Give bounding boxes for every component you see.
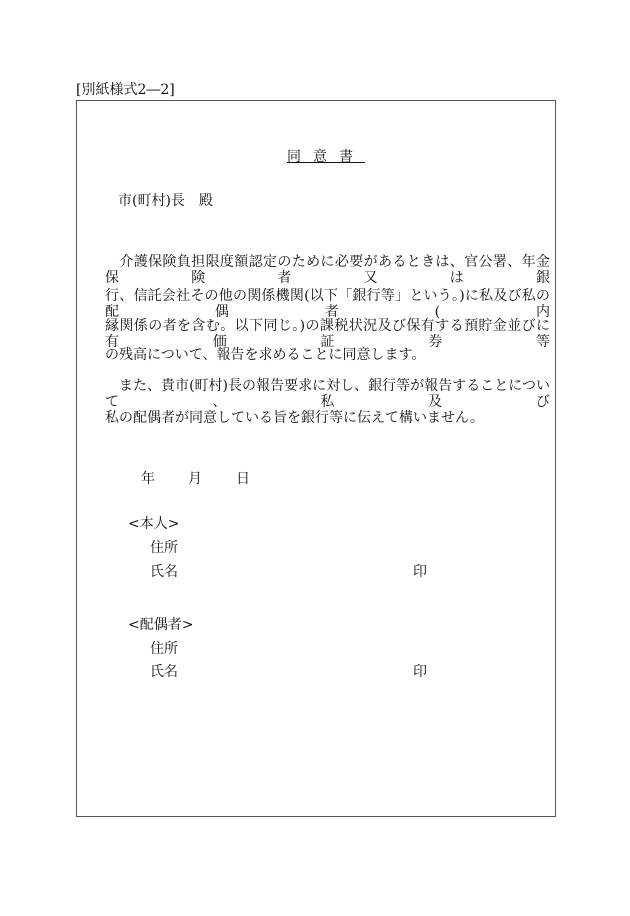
paragraph-line: 私の配偶者が同意している旨を銀行等に伝えて構いません。 [105,410,484,426]
date-year[interactable]: 年 [141,471,155,487]
spouse-name-label: 氏名 [150,664,178,680]
spouse-address-label: 住所 [150,641,178,657]
paragraph-line: また、貴市(町村)長の報告要求に対し、銀行等が報告することについて、私及び [105,378,550,410]
self-seal: 印 [413,564,427,580]
spouse-heading: <配偶者> [128,617,194,633]
addressee: 市(町村)長 殿 [118,193,213,209]
paragraph-line: 介護保険負担限度額認定のために必要があるときは、官公署、年金保険者又は銀 [105,254,550,286]
paragraph-line: の残高について、報告を求めることに同意します。 [105,347,426,363]
document-title: 同意書 [287,149,365,165]
paragraph-line: 行、信託会社その他の関係機関(以下「銀行等」という。)に私及び私の配偶者(内 [105,288,550,320]
date-month[interactable]: 月 [188,471,202,487]
paragraph-line: 縁関係の者を含む。以下同じ。)の課税状況及び保有する預貯金並びに有価証券等 [105,318,550,350]
self-address-label: 住所 [150,540,178,556]
form-label: [別紙様式2―2] [76,82,175,98]
self-name-label: 氏名 [150,564,178,580]
self-heading: <本人> [128,516,180,532]
spouse-seal: 印 [413,664,427,680]
date-day[interactable]: 日 [236,471,250,487]
